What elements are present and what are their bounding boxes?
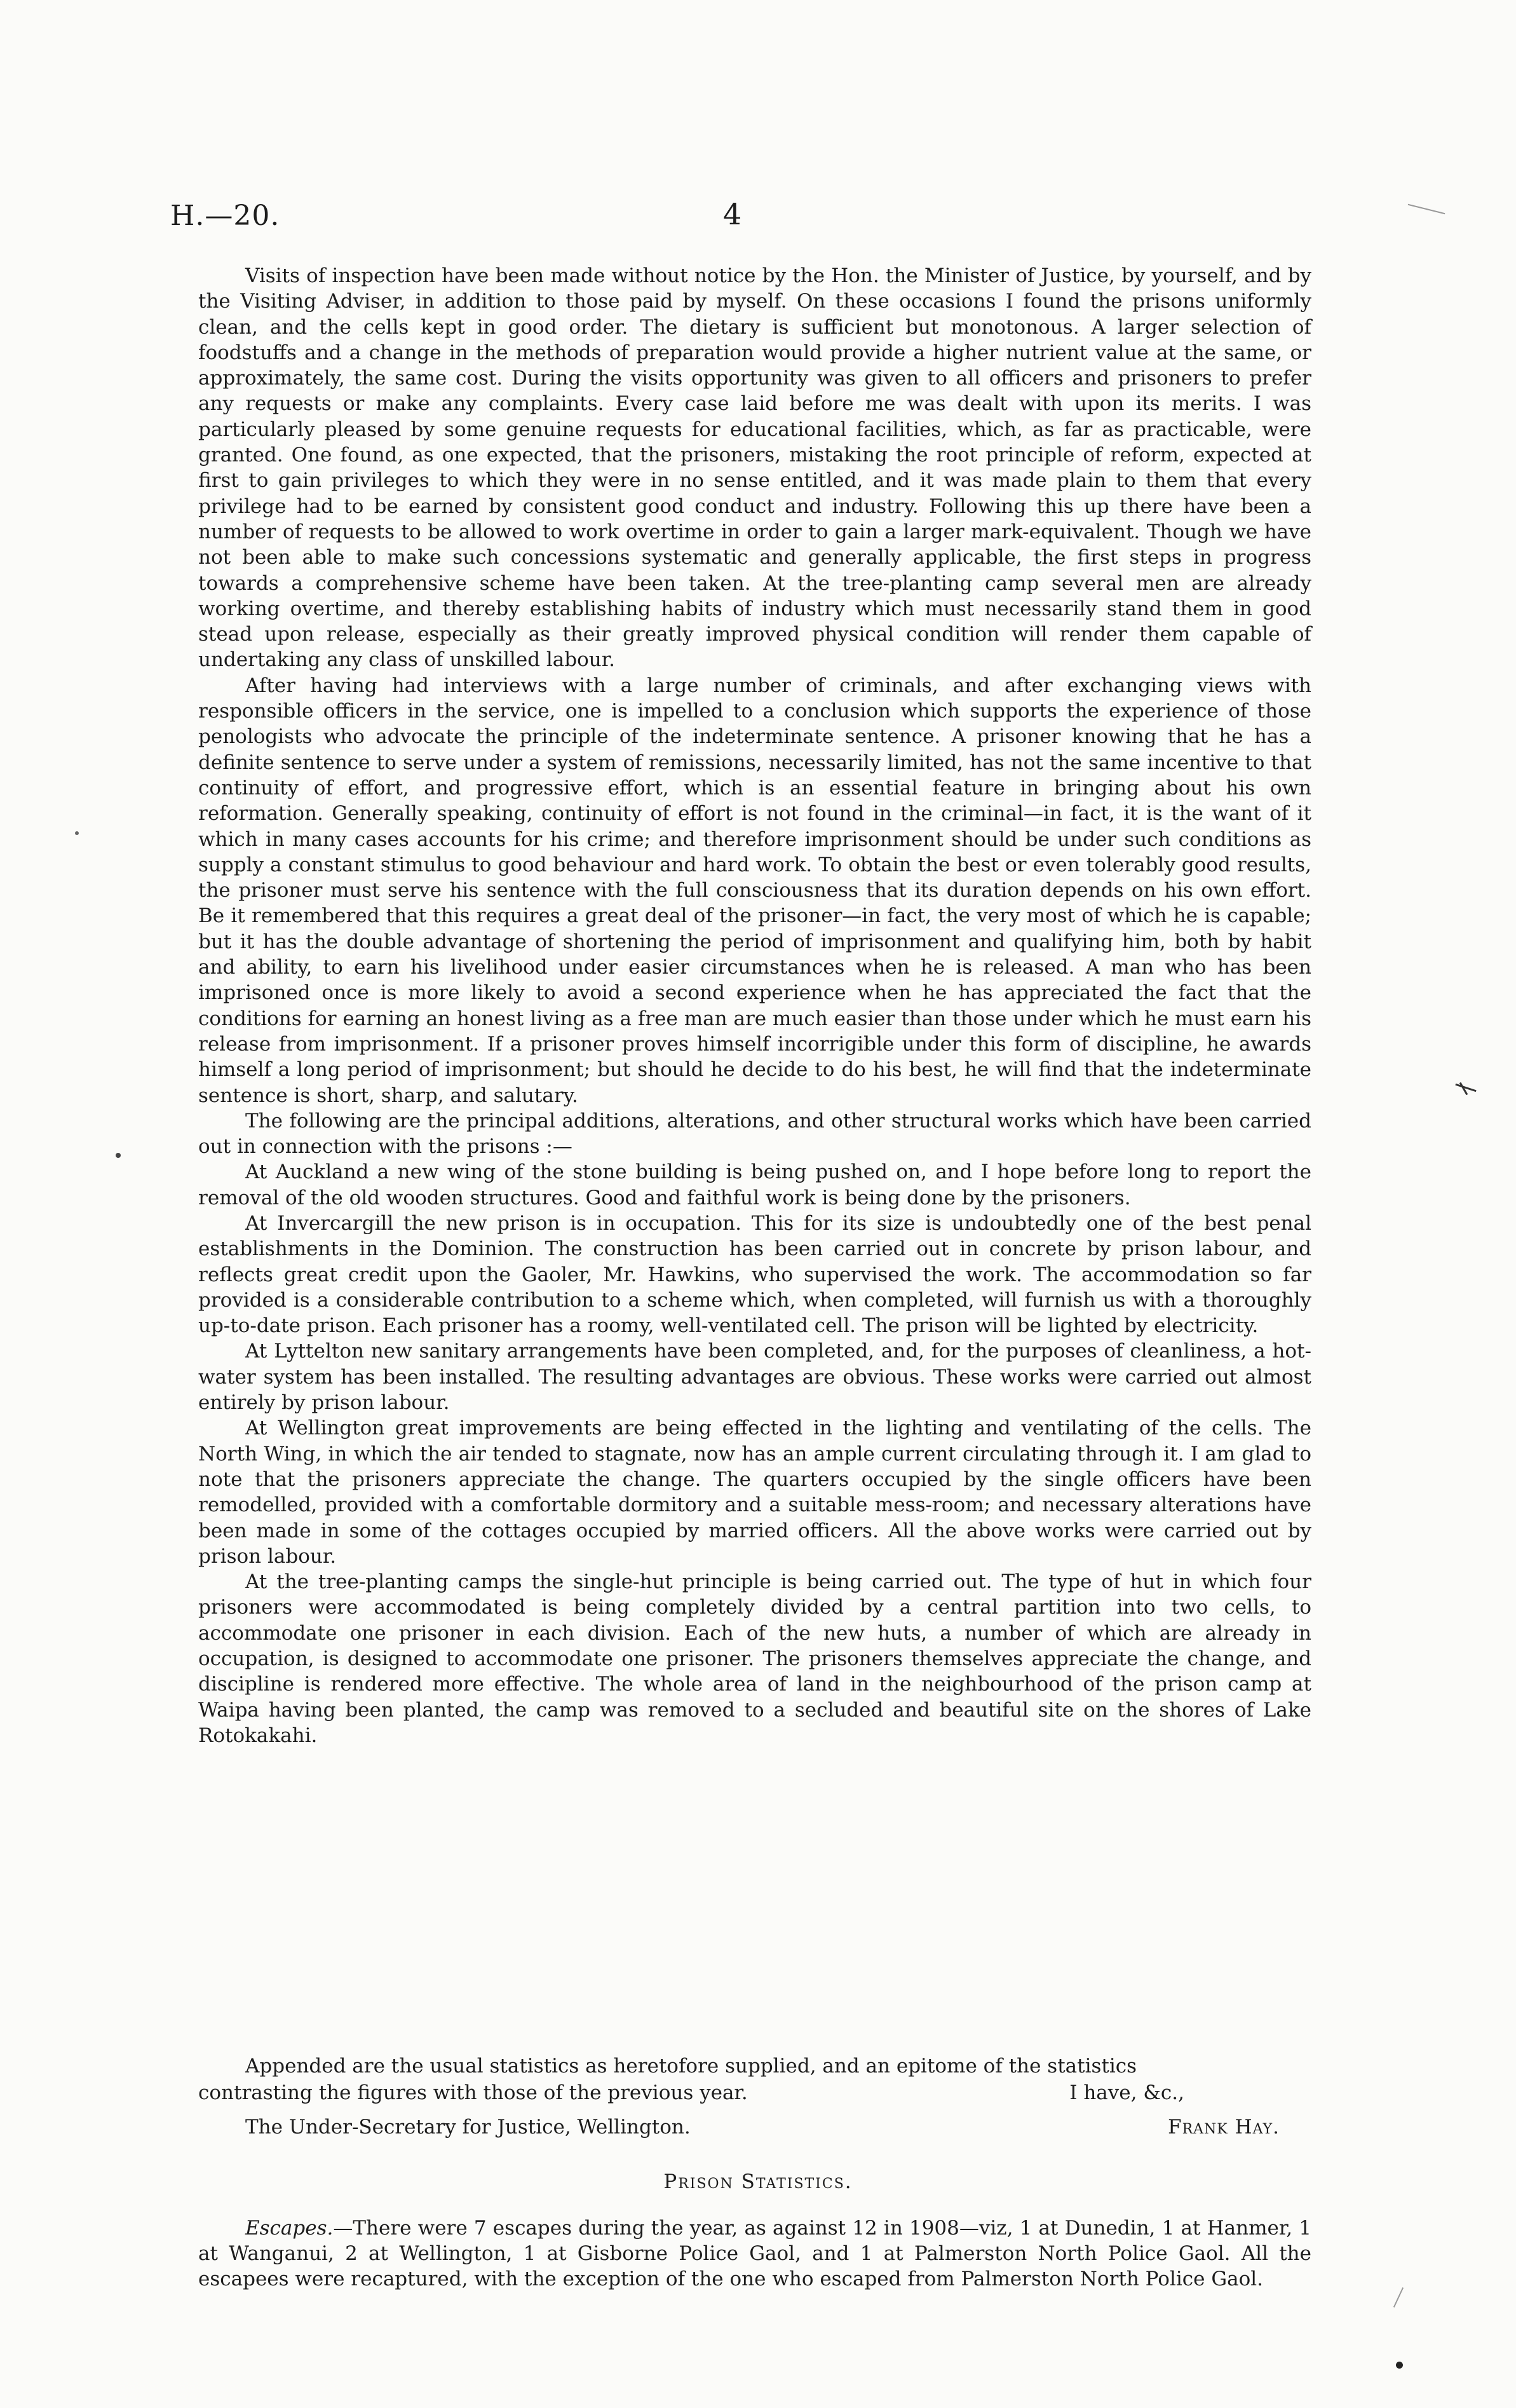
- scan-mark: [75, 831, 79, 835]
- report-body: [198, 263, 1311, 1748]
- paragraph-wellington: At Wellington great improvements are being effected in the lighting and ventilating of the cells. The North Wing, in which the air tended to stagnate, now has an ample current circulating through it. I am glad to note that the prisoners appreciate the change. The quarters occupied by the single officers have been remodelled, provided with a comfortable dormitory and a suitable mess-room; and necessary alterations have been made in some of the cottages occupied by married officers. All the above works were carried out by prison labour.: [198, 1417, 1311, 1568]
- sign-off: I have, &c.,: [1069, 2081, 1184, 2104]
- escapes-paragraph: [198, 2215, 1311, 2292]
- closing-line-2: contrasting the figures with those of the previous year.: [198, 2081, 748, 2104]
- scan-mark: [1393, 2287, 1404, 2308]
- scan-mark: [1396, 2362, 1403, 2369]
- escapes-text: —There were 7 escapes during the year, as against 12 in 1908—viz, 1 at Dunedin, 1 at Hanmer, 1 at Wanganui, 2 at Wellington, 1 at Gisborne Police Gaol, and 1 at Palmerston North Police Gaol. All the escapees were recaptured, with the exception of the one who escaped from Palmerston North Police Gaol.: [198, 2217, 1311, 2290]
- paragraph-auckland: At Auckland a new wing of the stone building is being pushed on, and I hope before long to report the removal of the old wooden structures. Good and faithful work is being done by the prisoners.: [198, 1160, 1311, 1209]
- paragraph-indeterminate-sentence: After having had interviews with a large number of criminals, and after exchanging views with responsible officers in the service, one is impelled to a conclusion which supports the experience of those penologists who advocate the principle of the indeterminate sentence. A prisoner knowing that he has a definite sentence to serve under a system of remissions, necessarily limited, has not the same incentive to that continuity of effort, and progressive effort, which is an essential feature in bringing about his own reformation. Generally speaking, continuity of effort is not found in the criminal—in fact, it is the want of it which in many cases accounts for his crime; and therefore imprisonment should be under such conditions as supply a constant stimulus to good behaviour and hard work. To obtain the best or even tolerably good results, the prisoner must serve his sentence with the full consciousness that its duration depends on his own effort. Be it remembered that this requires a great deal of the prisoner—in fact, the very most of which he is capable; but it has the double advantage of shortening the period of imprisonment and qualifying him, both by habit and ability, to earn his livelihood under easier circumstances when he is released. A man who has been imprisoned once is more likely to avoid a second experience when he has appreciated the fact that the conditions for earning an honest living as a free man are much easier than those under which he must earn his release from imprisonment. If a prisoner proves himself incorrigible under this form of discipline, he awards himself a long period of imprisonment; but should he decide to do his best, he will find that the indeterminate sentence is short, sharp, and salutary.: [198, 674, 1311, 1107]
- signature: Frank Hay.: [1168, 2116, 1280, 2139]
- paragraph-invercargill: At Invercargill the new prison is in occupation. This for its size is undoubtedly one of the best penal establishments in the Dominion. The construction has been carried out in concrete by prison labour, and reflects great credit upon the Gaoler, Mr. Hawkins, who supervised the work. The accommodation so far provided is a considerable contribution to a scheme which, when completed, will furnish us with a thoroughly up-to-date prison. Each prisoner has a roomy, well-ventilated cell. The prison will be lighted by electricity.: [198, 1211, 1311, 1338]
- scan-mark: [1408, 204, 1445, 214]
- paragraph-lyttelton: At Lyttelton new sanitary arrangements have been completed, and, for the purposes of cleanliness, a hot-water system has been installed. The resulting advantages are obvious. These works were carried out almost entirely by prison labour.: [198, 1340, 1311, 1415]
- closing-line-1: Appended are the usual statistics as heretofore supplied, and an epitome of the statistics: [245, 2055, 1137, 2078]
- addressee-row: [198, 2114, 1311, 2140]
- paragraph-inspection-visits: Visits of inspection have been made without notice by the Hon. the Minister of Justice, by yourself, and by the Visiting Adviser, in addition to those paid by myself. On these occasions I found the prisons uniformly clean, and the cells kept in good order. The dietary is sufficient but monotonous. A larger selection of foodstuffs and a change in the methods of preparation would provide a higher nutrient value at the same, or approximately, the same cost. During the visits opportunity was given to all officers and prisoners to prefer any requests or make any complaints. Every case laid before me was dealt with upon its merits. I was particularly pleased by some genuine requests for educational facilities, which, as far as practicable, were granted. One found, as one expected, that the prisoners, mistaking the root principle of reform, expected at first to gain privileges to which they were in no sense entitled, and it was made plain to them that every privilege had to be earned by consistent good conduct and industry. Following this up there have been a number of requests to be allowed to work overtime in order to gain a larger mark-equivalent. Though we have not been able to make such concessions systematic and generally applicable, the first steps in progress towards a comprehensive scheme have been taken. At the tree-planting camp several men are already working overtime, and thereby establishing habits of industry which must necessarily stand them in good stead upon release, especially as their greatly improved physical condition will render them capable of undertaking any class of unskilled labour.: [198, 264, 1311, 672]
- closing-row: [198, 2079, 1311, 2106]
- section-title: Prison Statistics.: [663, 2170, 853, 2193]
- page-number: 4: [723, 197, 742, 231]
- paragraph-tree-planting-camps: At the tree-planting camps the single-hut principle is being carried out. The type of hut in which four prisoners were accommodated is being completely divided by a central partition into two cells, to accommodate one prisoner in each division. Each of the new huts, a number of which are already in occupation, is designed to accommodate one prisoner. The prisoners themselves appreciate the change, and discipline is rendered more effective. The whole area of land in the neighbourhood of the prison camp at Waipa having been planted, the camp was removed to a secluded and beautiful site on the shores of Lake Rotokakahi.: [198, 1570, 1311, 1747]
- scan-mark: [116, 1153, 121, 1158]
- statistics-section: [198, 2215, 1311, 2292]
- paragraph-structural-works-intro: The following are the principal additions, alterations, and other structural works which have been carried out in connection with the prisons :—: [198, 1109, 1311, 1159]
- escapes-lead: Escapes.: [245, 2217, 334, 2240]
- document-reference: H.—20.: [170, 200, 280, 232]
- letter-closing: [198, 2053, 1311, 2140]
- addressee: The Under-Secretary for Justice, Wellington.: [245, 2116, 691, 2139]
